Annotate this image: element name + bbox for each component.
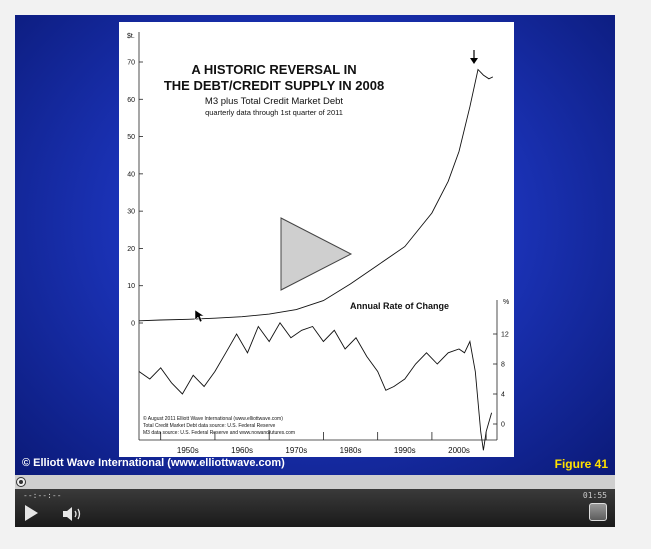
- x-tick-label: 1990s: [393, 446, 416, 455]
- left-tick-label: 0: [131, 320, 135, 328]
- time-total: 01:55: [582, 491, 607, 500]
- x-tick-label: 2000s: [448, 446, 470, 455]
- source-line-2: Total Credit Market Debt data source: U.S. Federal Reserve: [143, 423, 276, 429]
- fullscreen-button[interactable]: [589, 503, 607, 521]
- chart-title-line2: THE DEBT/CREDIT SUPPLY IN 2008: [163, 78, 385, 93]
- right-tick-label: 8: [501, 361, 505, 369]
- left-tick-label: 10: [127, 283, 135, 291]
- video-frame[interactable]: [15, 15, 615, 475]
- play-overlay-icon[interactable]: [281, 218, 351, 290]
- right-tick-label: 12: [501, 331, 509, 339]
- x-tick-label: 1960s: [231, 446, 253, 455]
- left-unit-label: $t.: [127, 33, 135, 40]
- time-current: --:--:--: [23, 491, 62, 500]
- x-tick-label: 1970s: [285, 446, 308, 455]
- chart: [119, 22, 514, 457]
- video-player: [15, 15, 615, 527]
- volume-icon[interactable]: [61, 505, 85, 523]
- chart-subsubtitle: quarterly data through 1st quarter of 2011: [205, 108, 343, 117]
- source-line-1: © August 2011 Elliott Wave International (www.elliottwave.com): [143, 416, 283, 422]
- right-unit-label: %: [503, 299, 510, 306]
- left-tick-label: 20: [127, 245, 135, 253]
- left-tick-label: 40: [127, 171, 135, 179]
- annual-rate-label: Annual Rate of Change: [350, 301, 450, 311]
- source-line-3: M3 data source: U.S. Federal Reserve and www.nowandfutures.com: [143, 430, 296, 436]
- left-tick-label: 50: [127, 134, 135, 142]
- left-tick-label: 30: [127, 208, 135, 216]
- chart-title-line1: A HISTORIC REVERSAL IN: [191, 62, 357, 77]
- chart-panel: [119, 22, 514, 457]
- scrub-bar[interactable]: [15, 475, 615, 489]
- figure-label: Figure 41: [554, 457, 608, 471]
- x-tick-label: 1980s: [339, 446, 362, 455]
- mouse-cursor-icon: [195, 310, 204, 322]
- left-tick-label: 70: [127, 59, 135, 67]
- right-tick-label: 0: [501, 421, 505, 429]
- slide-credit: © Elliott Wave International (www.elliottwave.com): [22, 457, 285, 469]
- x-tick-label: 1950s: [176, 446, 199, 455]
- right-tick-label: 4: [501, 391, 505, 399]
- left-tick-label: 60: [127, 96, 135, 104]
- play-button[interactable]: [25, 505, 38, 521]
- chart-subtitle: M3 plus Total Credit Market Debt: [204, 96, 344, 107]
- scrub-handle[interactable]: [16, 477, 26, 487]
- peak-arrow-head: [470, 58, 478, 64]
- control-bar: [15, 489, 615, 527]
